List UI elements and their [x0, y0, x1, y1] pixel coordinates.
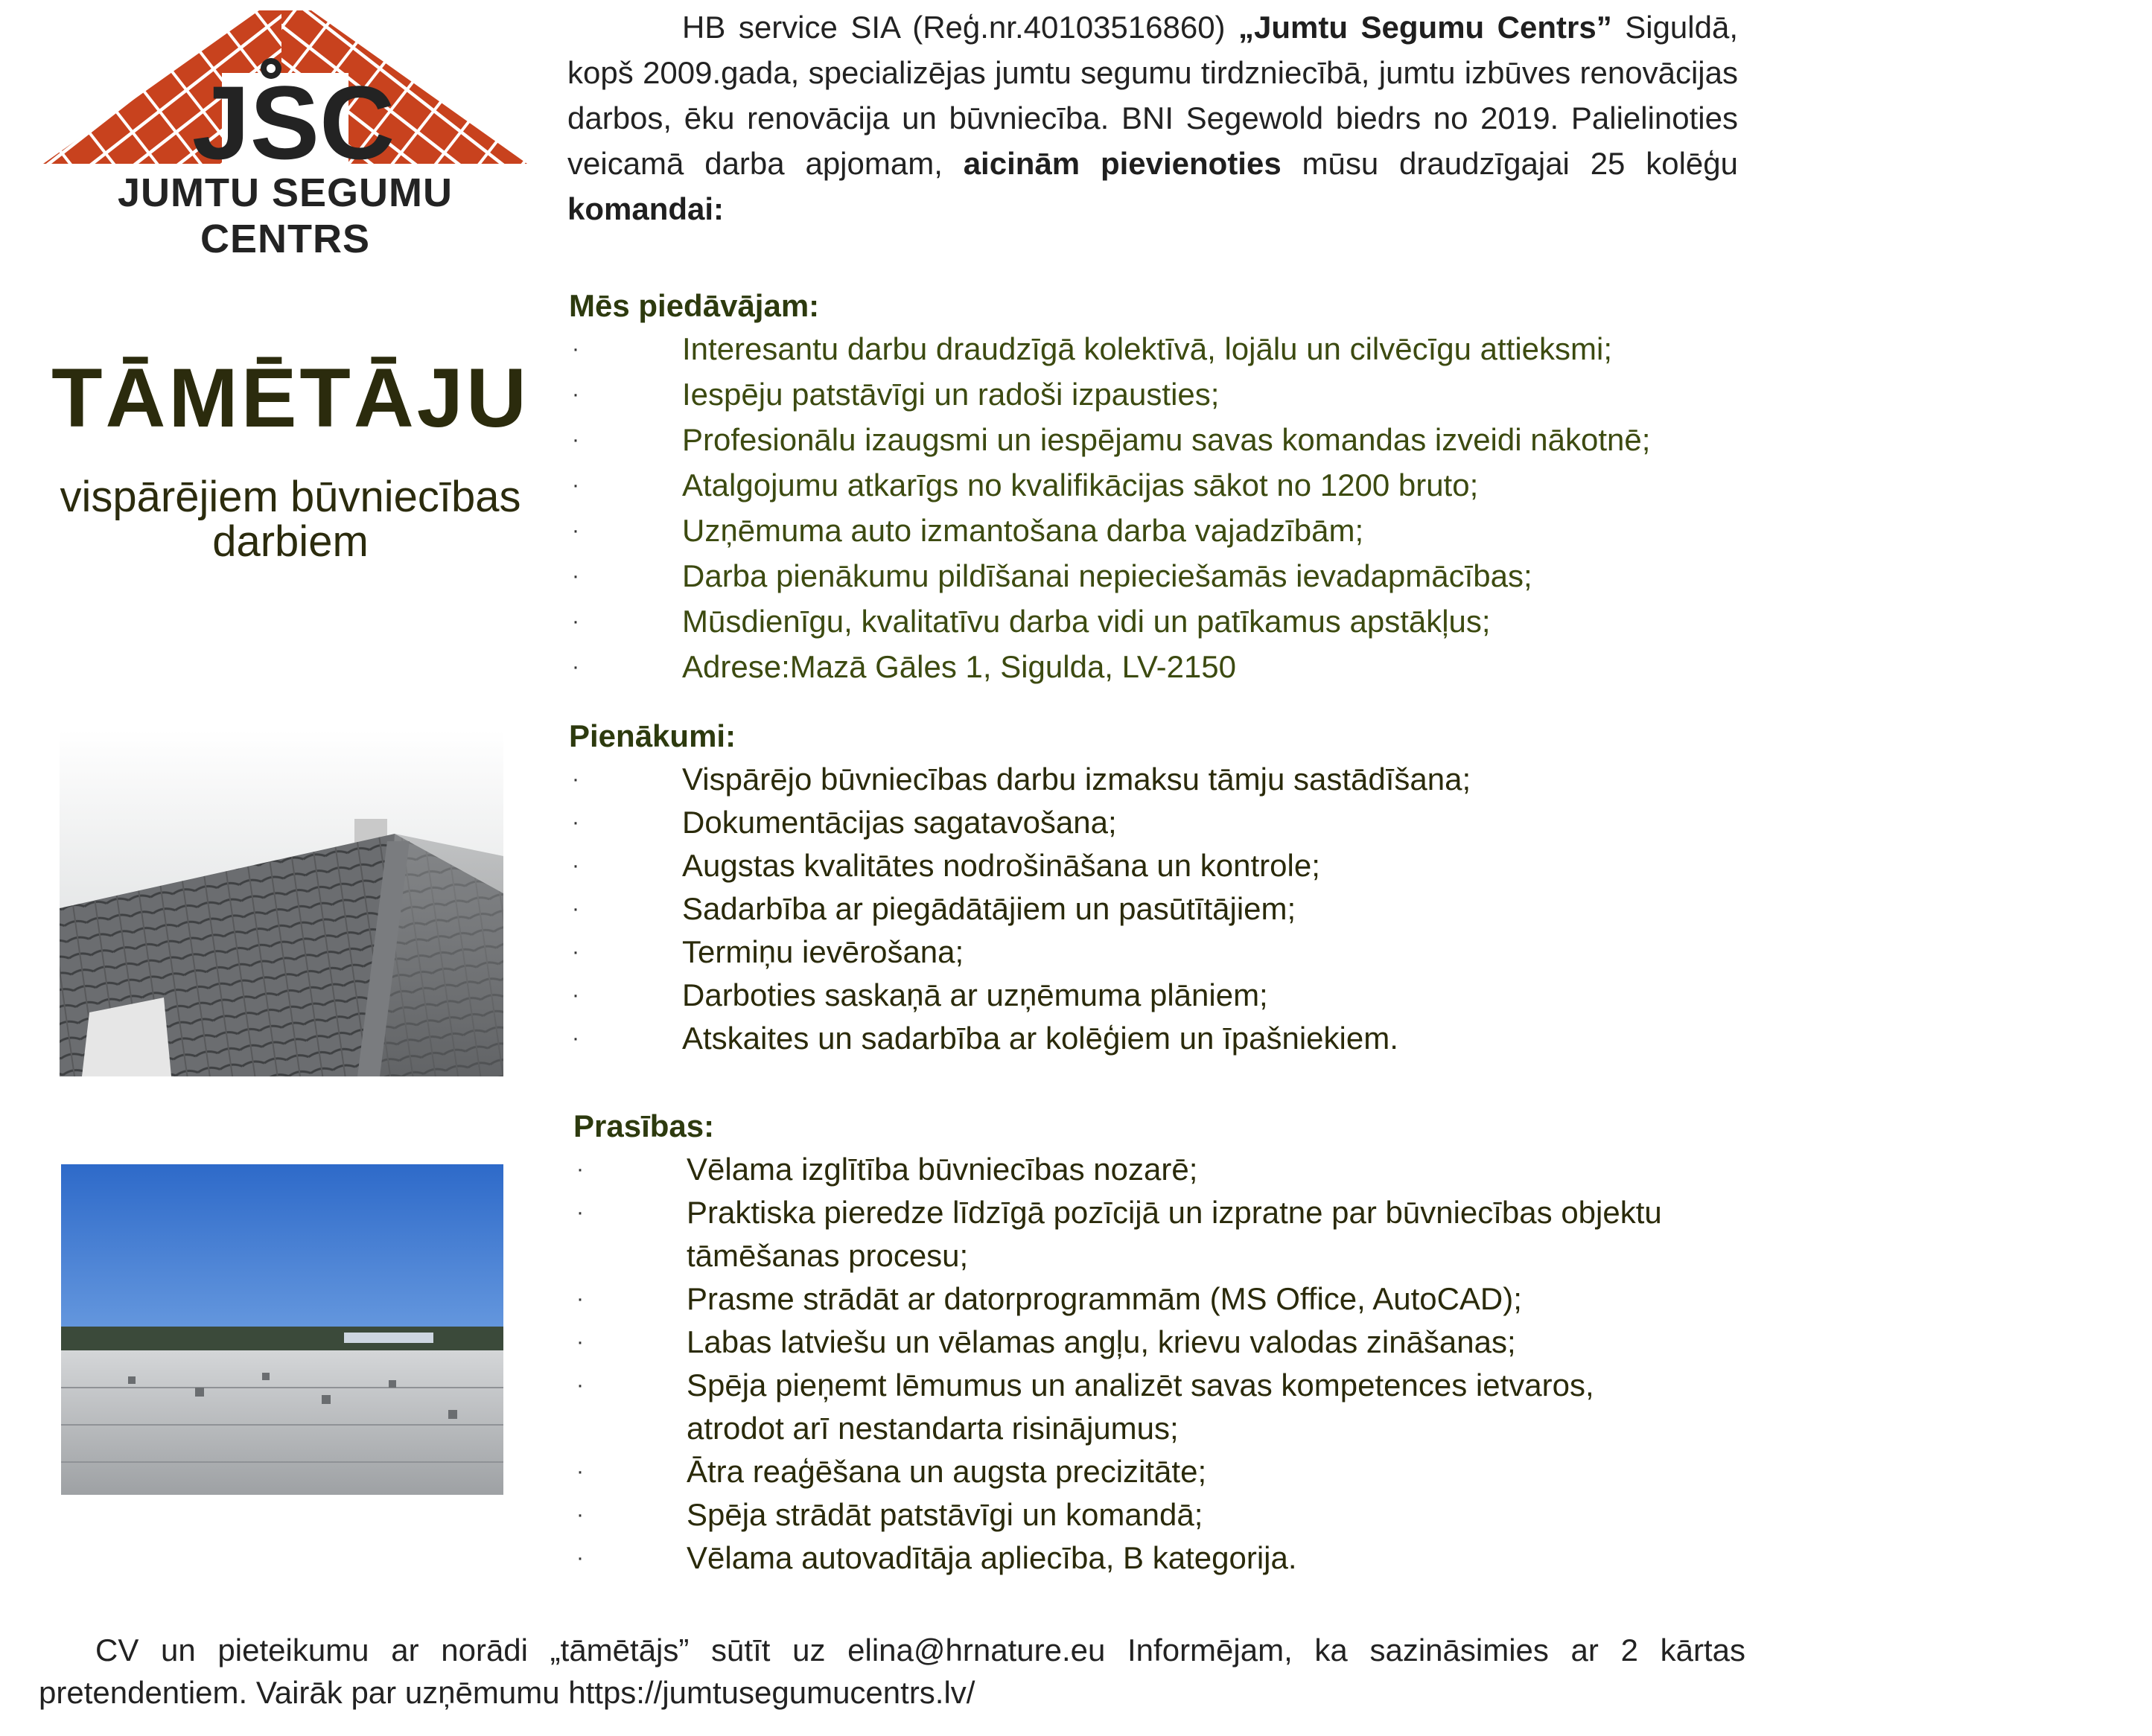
- roof-tiles-photo: [60, 730, 503, 1076]
- duties-heading: Pienākumi:: [569, 718, 736, 753]
- list-item: · Darboties saskaņā ar uzņēmuma plāniem;: [572, 977, 1268, 1012]
- offers-list: [569, 328, 1760, 689]
- list-item: · Mūsdienīgu, kvalitatīvu darba vidi un patīkamus apstākļus;: [572, 604, 1491, 639]
- list-item: · Uzņēmuma auto izmantošana darba vajadzībām;: [572, 513, 1364, 548]
- list-item: · Interesantu darbu draudzīgā kolektīvā, lojālu un cilvēcīgu attieksmi;: [572, 331, 1613, 366]
- duties-section: [569, 715, 1760, 1060]
- company-name: „Jumtu Segumu Centrs”: [1238, 10, 1612, 45]
- list-item-text: Spēja strādāt patstāvīgi un komandā;: [687, 1497, 1203, 1532]
- list-item-text: Praktiska pieredze līdzīgā pozīcijā un izpratne par būvniecības objektu tāmēšanas procesu;: [687, 1195, 1662, 1273]
- list-item-text: Adrese:Mazā Gāles 1, Sigulda, LV-2150: [682, 649, 1237, 684]
- list-item-text: Prasme strādāt ar datorprogrammām (MS Office, AutoCAD);: [687, 1281, 1522, 1316]
- requirements-section: [573, 1105, 1765, 1580]
- invite-text: aicinām pievienoties: [963, 146, 1282, 181]
- list-item: · Prasme strādāt ar datorprogrammām (MS Office, AutoCAD);: [576, 1281, 1522, 1316]
- team-text: komandai:: [567, 191, 725, 226]
- subtitle-line: vispārējiem būvniecības: [60, 473, 521, 521]
- list-item-text: Vispārējo būvniecības darbu izmaksu tāmju sastādīšana;: [682, 762, 1471, 797]
- list-item-text: Dokumentācijas sagatavošana;: [682, 805, 1117, 840]
- requirements-heading: Prasības:: [573, 1108, 715, 1143]
- list-item-text: Iespēju patstāvīgi un radoši izpausties;: [682, 377, 1220, 412]
- list-item: · Atskaites un sadarbība ar kolēģiem un īpašniekiem.: [572, 1021, 1398, 1056]
- list-item: · Vēlama autovadītāja apliecība, B kategorija.: [576, 1540, 1297, 1575]
- list-item-text: Augstas kvalitātes nodrošināšana un kontrole;: [682, 848, 1320, 883]
- list-item-text: Termiņu ievērošana;: [682, 934, 964, 969]
- list-item: · Vispārējo būvniecības darbu izmaksu tāmju sastādīšana;: [572, 762, 1471, 797]
- list-item-text: Ātra reaģēšana un augsta precizitāte;: [687, 1454, 1207, 1489]
- list-item: · Spēja strādāt patstāvīgi un komandā;: [576, 1497, 1203, 1532]
- duties-list: [569, 758, 1760, 1060]
- list-item-text: Vēlama autovadītāja apliecība, B kategorija.: [687, 1540, 1297, 1575]
- list-item: · Praktiska pieredze līdzīgā pozīcijā un izpratne par būvniecības objektu tāmēšanas procesu;: [576, 1195, 1662, 1273]
- requirements-list: [573, 1148, 1668, 1580]
- list-item: · Iespēju patstāvīgi un radoši izpausties;: [572, 377, 1220, 412]
- list-item: · Augstas kvalitātes nodrošināšana un kontrole;: [572, 848, 1320, 883]
- list-item-text: Mūsdienīgu, kvalitatīvu darba vidi un patīkamus apstākļus;: [682, 604, 1491, 639]
- list-item: · Vēlama izglītība būvniecības nozarē;: [576, 1152, 1198, 1187]
- list-item: · Darba pienākumu pildīšanai nepieciešamās ievadapmācības;: [572, 558, 1532, 593]
- logo-company-name: JUMTU SEGUMU CENTRS: [117, 170, 453, 261]
- list-item: · Dokumentācijas sagatavošana;: [572, 805, 1117, 840]
- offers-heading: Mēs piedāvājam:: [569, 288, 820, 323]
- list-item: · Profesionālu izaugsmi un iespējamu savas komandas izveidi nākotnē;: [572, 422, 1651, 457]
- list-item: · Sadarbība ar piegādātājiem un pasūtītājiem;: [572, 891, 1296, 926]
- list-item-text: Sadarbība ar piegādātājiem un pasūtītājiem;: [682, 891, 1296, 926]
- list-item-text: Interesantu darbu draudzīgā kolektīvā, lojālu un cilvēcīgu attieksmi;: [682, 331, 1613, 366]
- logo-initials: JSC: [191, 64, 395, 181]
- job-title: TĀMĒTĀJU: [51, 351, 529, 444]
- list-item-text: Atalgojumu atkarīgs no kvalifikācijas sākot no 1200 bruto;: [682, 467, 1479, 502]
- intro-paragraph: [567, 4, 1738, 232]
- list-item-text: Atskaites un sadarbība ar kolēģiem un īpašniekiem.: [682, 1021, 1398, 1056]
- intro-text: HB service SIA (Reģ.nr.40103516860): [682, 10, 1239, 45]
- flat-roof-photo: [61, 1164, 503, 1495]
- intro-text: Siguldā, kopš 2009.gada, specializējas jumtu segumu tirdzniecībā, jumtu izbūves renovācijas darbos, ēku renovācija un būvniecība. BNI Segewold biedrs no 2019. Palielinoties veicamā darba apjomam,: [567, 10, 1738, 181]
- list-item: · Spēja pieņemt lēmumus un analizēt savas kompetences ietvaros, atrodot arī nestandarta risinājumus;: [576, 1368, 1594, 1446]
- list-item-text: Darboties saskaņā ar uzņēmuma plāniem;: [682, 977, 1268, 1012]
- list-item: · Adrese:Mazā Gāles 1, Sigulda, LV-2150: [572, 649, 1237, 684]
- list-item-text: Vēlama izglītība būvniecības nozarē;: [687, 1152, 1198, 1187]
- job-subtitle: [30, 475, 551, 564]
- list-item: · Ātra reaģēšana un augsta precizitāte;: [576, 1454, 1207, 1489]
- intro-text: mūsu draudzīgajai 25 kolēģu: [1281, 146, 1739, 181]
- offers-section: [569, 284, 1760, 689]
- subtitle-line: darbiem: [212, 517, 369, 566]
- list-item-text: Profesionālu izaugsmi un iespējamu savas komandas izveidi nākotnē;: [682, 422, 1651, 457]
- list-item-text: Uzņēmuma auto izmantošana darba vajadzībām;: [682, 513, 1364, 548]
- list-item-text: Spēja pieņemt lēmumus un analizēt savas kompetences ietvaros, atrodot arī nestandarta risinājumus;: [687, 1368, 1594, 1446]
- list-item: · Termiņu ievērošana;: [572, 934, 964, 969]
- list-item-text: Darba pienākumu pildīšanai nepieciešamās ievadapmācības;: [682, 558, 1532, 593]
- list-item-text: Labas latviešu un vēlamas angļu, krievu valodas zināšanas;: [687, 1324, 1516, 1359]
- list-item: · Labas latviešu un vēlamas angļu, krievu valodas zināšanas;: [576, 1324, 1516, 1359]
- footer-contact: CV un pieteikumu ar norādi „tāmētājs” sūtīt uz elina@hrnature.eu Informējam, ka sazināsimies ar 2 kārtas pretendentiem. Vairāk par uzņēmumu https://jumtusegumucentrs.lv/: [39, 1633, 1745, 1710]
- list-item: · Atalgojumu atkarīgs no kvalifikācijas sākot no 1200 bruto;: [572, 467, 1479, 502]
